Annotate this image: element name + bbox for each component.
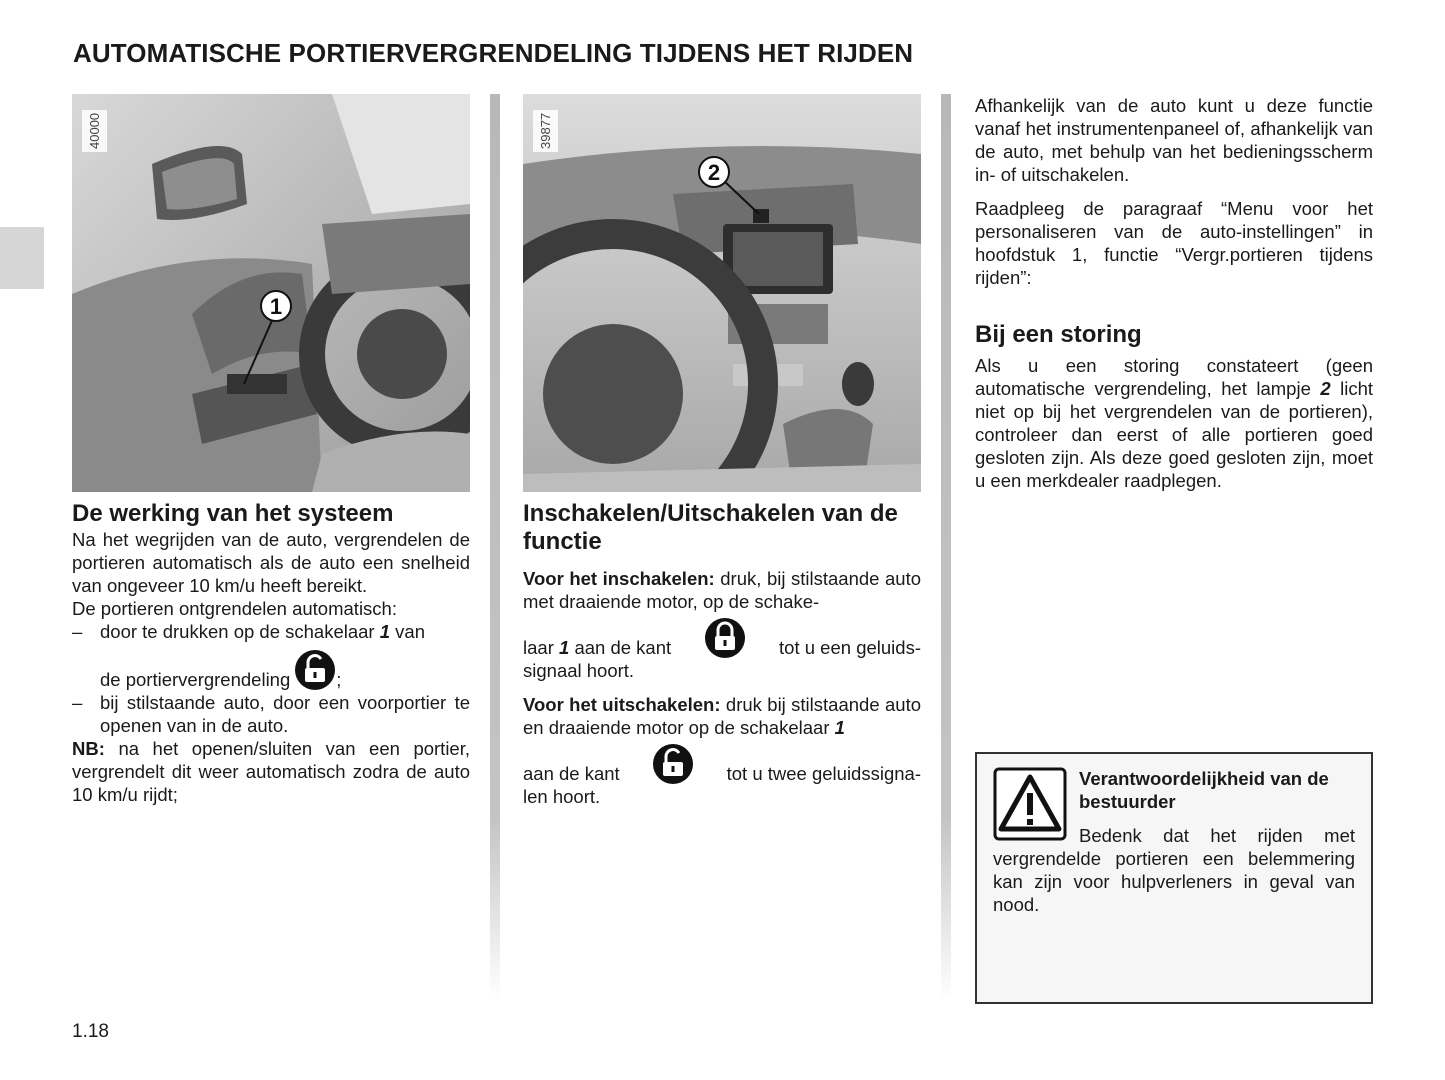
paragraph: Na het wegrijden van de auto, vergrendelen de portieren automatisch als de auto een snelheid van ongeveer 10 km/u heeft bereikt. xyxy=(72,529,470,596)
paragraph-line: signaal hoort. xyxy=(523,660,635,681)
chapter-tab xyxy=(0,227,44,289)
column-3 xyxy=(975,94,1373,492)
column-separator xyxy=(941,94,951,1000)
warning-box xyxy=(975,752,1373,1004)
paragraph: Voor het inschakelen: druk, bij stilstaande auto met draaiende motor, op de schake- xyxy=(523,568,922,612)
door-interior-photo xyxy=(72,94,470,492)
page-title: AUTOMATISCHE PORTIERVERGRENDELING TIJDENS HET RIJDEN xyxy=(73,38,914,68)
column-1 xyxy=(72,94,470,806)
column-separator xyxy=(490,94,500,1000)
unlock-icon xyxy=(652,743,694,785)
unlock-icon xyxy=(294,649,336,691)
note: NB: na het openen/sluiten van een portier, vergrendelt dit weer automatisch zodra de auto 10 km/u rijdt; xyxy=(72,738,470,805)
page-number: 1.18 xyxy=(72,1021,109,1042)
svg-text:1: 1 xyxy=(269,294,283,319)
photo-reference-code: 39877 xyxy=(533,110,558,152)
dashboard-photo xyxy=(523,94,921,492)
list-item: – bij stilstaande auto, door een voorportier te openen van in de auto. xyxy=(72,692,470,736)
lock-icon xyxy=(704,617,746,659)
section-heading: Bij een storing xyxy=(975,321,1142,348)
photo-reference-code: 40000 xyxy=(82,110,107,152)
warning-triangle-icon xyxy=(993,767,1067,841)
paragraph-line: laar 1 aan de kant tot u een geluids- xyxy=(523,617,921,659)
section-heading: Inschakelen/Uitschakelen van de functie xyxy=(523,500,898,555)
warning-text: Bedenk dat het rijden met vergrendelde portieren een belemmering kan zijn voor hulpverleners in geval van nood. xyxy=(993,825,1355,915)
paragraph: Voor het uitschakelen: druk bij stilstaande auto en draaiende motor op de schakelaar 1 xyxy=(523,694,921,738)
warning-title: Verantwoordelijkheid van de bestuurder xyxy=(1079,768,1329,812)
paragraph: De portieren ontgrendelen automatisch: xyxy=(72,598,397,619)
paragraph: Afhankelijk van de auto kunt u deze functie vanaf het instrumentenpaneel of, afhankelijk van de auto, met behulp van het bedieningsscherm in- of uitschakelen. xyxy=(975,95,1373,185)
paragraph: Als u een storing constateert (geen automatische vergrendeling, het lampje 2 licht niet op bij het vergrendelen van de portieren), controleer dan eerst of alle portieren goed gesloten zijn. Als deze goed gesloten zijn, moet u een merkdealer raadplegen. xyxy=(975,355,1374,491)
list-item: – door te drukken op de schakelaar 1 van de portiervergrendeling ; xyxy=(72,621,425,690)
callout-1 xyxy=(72,94,470,492)
paragraph-line: len hoort. xyxy=(523,786,601,807)
paragraph-line: aan de kant tot u twee geluidssigna- xyxy=(523,743,921,785)
section-heading: De werking van het systeem xyxy=(72,500,394,527)
callout-2 xyxy=(523,94,921,492)
column-2 xyxy=(523,94,921,808)
paragraph: Raadpleeg de paragraaf “Menu voor het personaliseren van de auto-instellingen” in hoofdstuk 1, functie “Vergr.portieren tijdens rijden”: xyxy=(975,198,1373,288)
svg-text:2: 2 xyxy=(707,160,721,185)
